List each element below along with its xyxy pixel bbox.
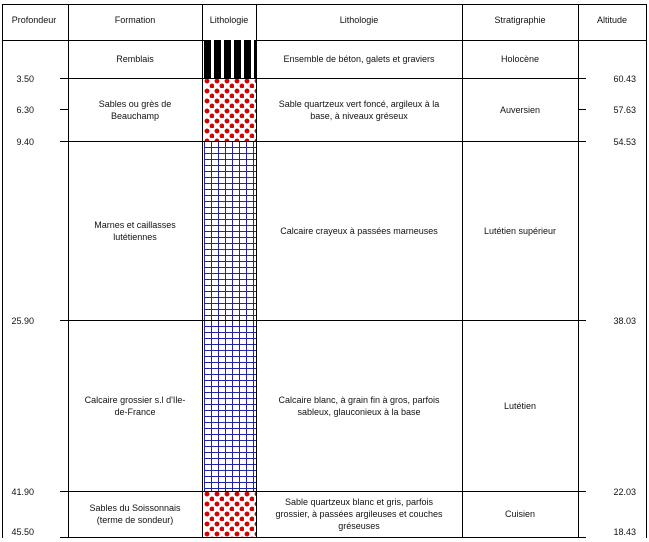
altitude-label: 60.43 xyxy=(613,74,636,84)
depth-label: 41.90 xyxy=(11,487,34,497)
depth-tick xyxy=(60,78,68,79)
formation-remblais: Remblais xyxy=(116,54,154,64)
altitude-tick xyxy=(578,109,586,110)
depth-label: 3.50 xyxy=(16,74,34,84)
altitude-label: 54.53 xyxy=(613,137,636,147)
formation-beauchamp: Sables ou grès de Beauchamp xyxy=(98,98,172,121)
altitude-label: 18.43 xyxy=(613,527,636,537)
depth-tick xyxy=(60,537,68,538)
lithologie-calcaire-grossier: Calcaire blanc, à grain fin à gros, parfois sableux, glauconieux à la base xyxy=(278,394,440,417)
header-profondeur: Profondeur xyxy=(11,15,57,25)
lithologie-remblais: Ensemble de béton, galets et graviers xyxy=(283,54,435,64)
altitude-label: 22.03 xyxy=(613,487,636,497)
col-line-litho-left xyxy=(202,4,203,538)
header-formation: Formation xyxy=(114,15,156,25)
frame-top xyxy=(2,4,646,5)
depth-label: 9.40 xyxy=(16,137,34,147)
altitude-label: 57.63 xyxy=(613,105,636,115)
boundary-45-50 xyxy=(68,537,578,538)
depth-label: 45.50 xyxy=(11,527,34,537)
strati-remblais: Holocène xyxy=(500,54,540,64)
depth-label: 6.30 xyxy=(16,105,34,115)
strati-calcaire-grossier: Lutétien xyxy=(503,400,537,411)
lithologie-beauchamp: Sable quartzeux vert foncé, argileux à la base, à niveaux gréseux xyxy=(278,98,440,121)
strati-soissonnais: Cuisien xyxy=(504,509,535,519)
formation-marnes: Marnes et caillasses lutétiennes xyxy=(94,219,176,242)
pattern-remblais xyxy=(204,40,256,78)
header-lithologie-column: Lithologie xyxy=(209,15,249,25)
pattern-soissonnais xyxy=(204,491,256,538)
depth-tick xyxy=(60,491,68,492)
depth-tick xyxy=(60,320,68,321)
pattern-calcaire-grossier xyxy=(204,320,256,491)
frame-right xyxy=(646,4,647,538)
depth-label: 25.90 xyxy=(11,316,34,326)
altitude-tick xyxy=(578,491,586,492)
lithologie-soissonnais: Sable quartzeux blanc et gris, parfois grossier, à passées argileuses et couches gréseuses xyxy=(275,497,443,531)
formation-soissonnais: Sables du Soissonnais (terme de sondeur) xyxy=(89,503,181,525)
header-lithologie-description: Lithologie xyxy=(339,15,379,25)
strati-marnes: Lutétien supérieur xyxy=(483,225,557,236)
depth-tick xyxy=(60,109,68,110)
frame-left xyxy=(2,4,3,538)
formation-calcaire-grossier: Calcaire grossier s.l d'Ile-de-France xyxy=(84,394,186,417)
depth-tick xyxy=(60,141,68,142)
pattern-beauchamp xyxy=(204,78,256,141)
altitude-tick xyxy=(578,141,586,142)
lithologie-marnes: Calcaire crayeux à passées marneuses xyxy=(280,225,438,236)
header-stratigraphie: Stratigraphie xyxy=(494,15,546,25)
header-altitude: Altitude xyxy=(596,15,628,25)
altitude-tick xyxy=(578,78,586,79)
pattern-marnes xyxy=(204,141,256,320)
col-line-altitude xyxy=(578,4,579,538)
strati-beauchamp: Auversien xyxy=(499,104,541,115)
altitude-tick xyxy=(578,320,586,321)
altitude-label: 38.03 xyxy=(613,316,636,326)
altitude-tick xyxy=(578,537,586,538)
